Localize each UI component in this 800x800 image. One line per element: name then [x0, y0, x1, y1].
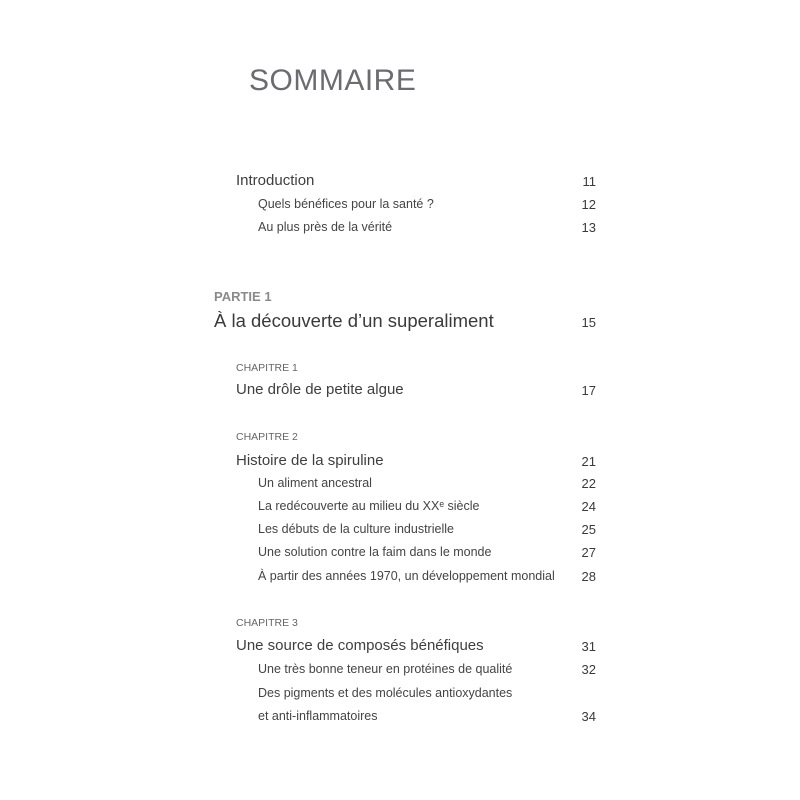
- toc-subentry[interactable]: [0, 709, 800, 729]
- chapter-title: Une source de composés bénéfiques: [236, 637, 484, 654]
- chapter-page: 31: [581, 639, 596, 654]
- toc-subentry-label: Quels bénéfices pour la santé ?: [258, 197, 434, 211]
- toc-chapter-entry[interactable]: [0, 452, 800, 472]
- toc-chapter-entry[interactable]: [0, 637, 800, 657]
- toc-entry-introduction[interactable]: [0, 172, 800, 192]
- toc-subentry[interactable]: [0, 476, 800, 496]
- toc-subentry-page: 24: [581, 499, 596, 514]
- part-label: PARTIE 1: [214, 289, 272, 304]
- toc-subentry-page: 32: [581, 662, 596, 677]
- toc-part-entry[interactable]: [0, 310, 800, 330]
- toc-subentry[interactable]: [0, 569, 800, 589]
- toc-subentry-label: À partir des années 1970, un développement mondial: [258, 569, 555, 583]
- toc-subentry-page: 13: [581, 220, 596, 235]
- toc-subentry-label: La redécouverte au milieu du XXᵉ siècle: [258, 499, 480, 513]
- part-title: À la découverte d’un superaliment: [214, 310, 494, 331]
- toc-subentry[interactable]: [0, 662, 800, 682]
- toc-subentry-page: 34: [581, 709, 596, 724]
- toc-entry-label: Introduction: [236, 172, 315, 189]
- toc-subentry-label: Les débuts de la culture industrielle: [258, 522, 454, 536]
- toc-subentry-page: 22: [581, 476, 596, 491]
- chapter-label: CHAPITRE 1: [236, 362, 298, 374]
- toc-subentry[interactable]: [0, 197, 800, 217]
- toc-subentry-label: Au plus près de la vérité: [258, 220, 393, 234]
- chapter-page: 21: [581, 454, 596, 469]
- toc-subentry-page: 28: [581, 569, 596, 584]
- chapter-page: 17: [581, 383, 596, 398]
- toc-subentry-label: Une très bonne teneur en protéines de qualité: [258, 662, 513, 676]
- page-title: SOMMAIRE: [249, 64, 417, 97]
- toc-chapter-entry[interactable]: [0, 381, 800, 401]
- chapter-title: Histoire de la spiruline: [236, 452, 384, 469]
- toc-subentry[interactable]: [0, 545, 800, 565]
- toc-subentry-label: et anti-inflammatoires: [258, 709, 378, 723]
- chapter-label: CHAPITRE 2: [236, 431, 298, 443]
- toc-subentry-label: Des pigments et des molécules antioxydantes: [258, 686, 513, 700]
- toc-subentry-page: 25: [581, 522, 596, 537]
- toc-subentry-page: 12: [581, 197, 596, 212]
- chapter-label: CHAPITRE 3: [236, 617, 298, 629]
- part-page: 15: [581, 315, 596, 330]
- toc-subentry-label: Un aliment ancestral: [258, 476, 372, 490]
- toc-subentry[interactable]: [0, 686, 800, 706]
- toc-subentry[interactable]: [0, 522, 800, 542]
- toc-subentry[interactable]: [0, 220, 800, 240]
- chapter-title: Une drôle de petite algue: [236, 381, 404, 398]
- toc-subentry[interactable]: [0, 499, 800, 519]
- toc-subentry-page: 27: [581, 545, 596, 560]
- toc-subentry-label: Une solution contre la faim dans le monde: [258, 545, 492, 559]
- toc-entry-page: 11: [582, 174, 596, 189]
